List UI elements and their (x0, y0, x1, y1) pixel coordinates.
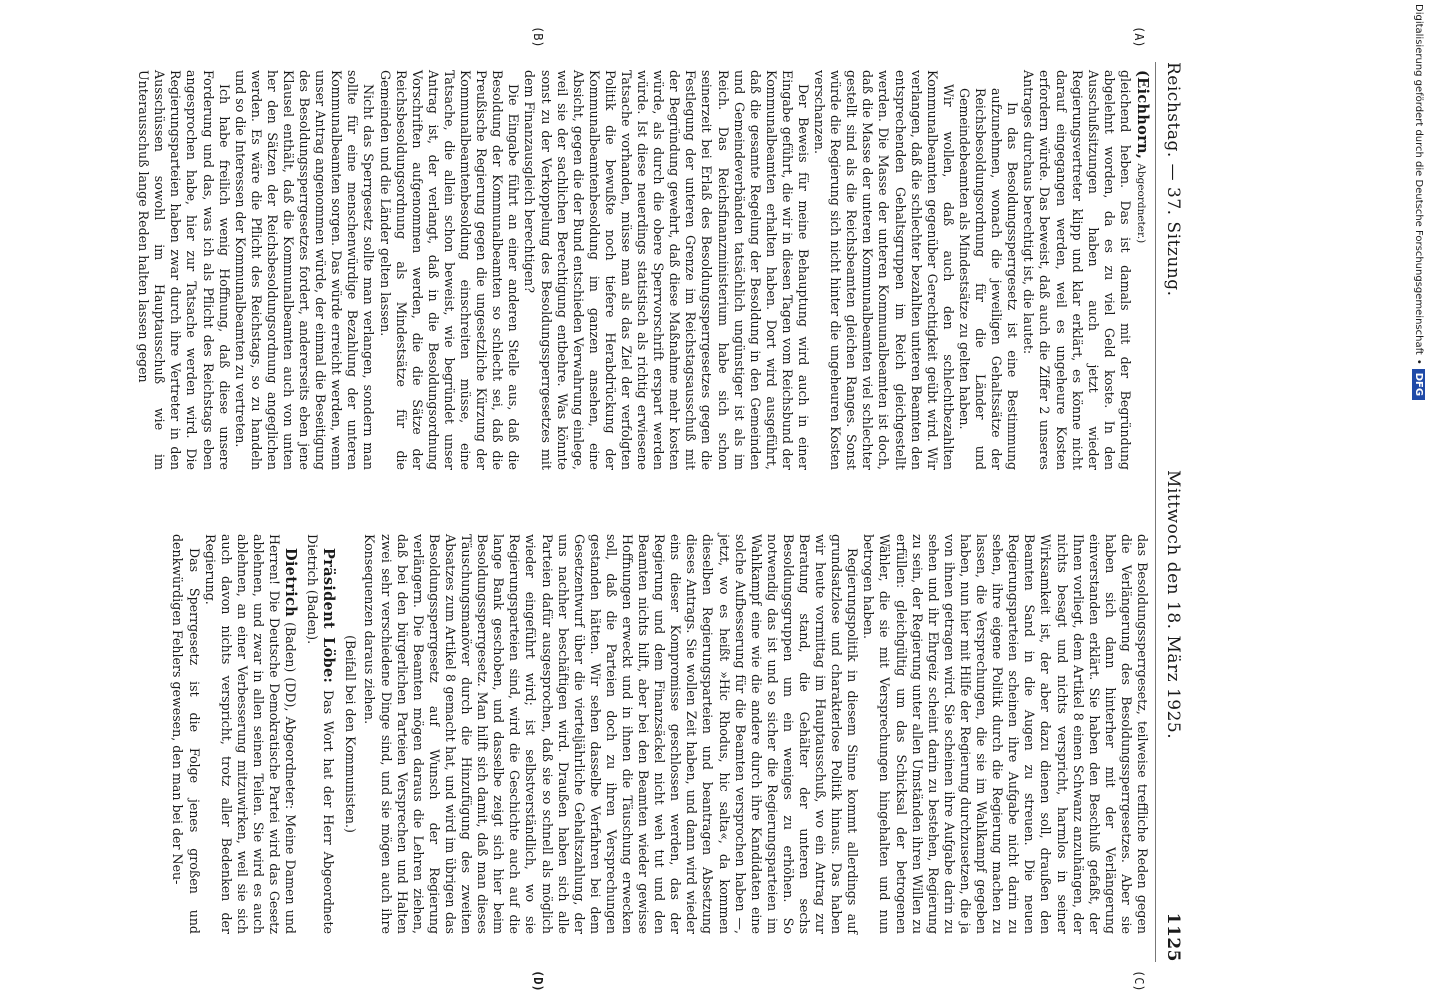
credit-separator: • (1413, 358, 1425, 365)
president-statement (304, 534, 336, 934)
applause-note: (Beifall bei den Kommunisten.) (343, 635, 359, 833)
margin-mark-c: (C) (1132, 970, 1146, 992)
dietrich-text: (Baden) (DD), Abgeordneter: Meine Damen und Herren! Die Deutsche Demokratische Partei wird das Gesetz ablehnen, und zwar in allen seinen Teilen. Sie wird es auch ablehnen, an einer Verbesserung mitzuwirken, weil sie sich auch davon nichts verspricht, trotz aller Bedenken der Regierung. (202, 534, 299, 934)
dietrich-statement (202, 534, 299, 934)
paragraph: Wir wollen, daß auch den schlechtbezahlten Kommunalbeamten gegenüber Gerechtigkeit geübt wird. Wir verlangen, daß die schlechter bezahlten unteren Beamten den entsprechenden Gehaltsgruppen im Reich gleichgestellt werden. Die Masse der unteren Kommunalbeamten ist doch, daß die Masse der unteren Kommunalbeamten viel schlechter gestellt sind als die Reichsbeamten gleichen Ranges. Sonst würde die Regierung sich nicht hinter die ungeheuren Kosten verschanzen. (812, 70, 956, 470)
right-column (169, 534, 1150, 934)
rotated-page-content (0, 26, 1190, 992)
header-left: Reichstag. — 37. Sitzung. (1163, 62, 1183, 297)
speaker-role: Abgeordneter.) (1135, 163, 1147, 244)
paragraph: Der Beweis für meine Behauptung wird auch in einer Eingabe geführt, die wir in diesen Tagen vom Reichsbund der Kommunalbeamten erhalten haben. Dort wird ausgeführt, daß die gesamte Regelung der Besoldung in den Gemeinden und Gemeindeverbänden tatsächlich ungünstiger ist als im Reich. Das Reichsfinanzministerium habe sich schon seinerzeit bei Erlaß des Besoldungssperrgesetzes gegen die Festlegung der unteren Grenze im Reichstagsausschuß mit der Begründung gewehrt, daß diese Maßnahme mehr kosten würde, als durch die obere Sperrvorschrift erspart werden würde. Ist diese neuerdings statistisch als richtig erwiesene Tatsache vorhanden, müsse man als das Ziel der verfolgten Politik die bewußte noch tiefere Herabdrückung der Kommunalbeamtenbesoldung im ganzen ansehen, eine Absicht, gegen die der Bund entschieden Verwahrung einlege, weil sie der sachlichen Berechtigung entbehre. Was könnte sonst zu der Verkoppelung des Besoldungssperrgesetzes mit dem Finanzausgleich berechtigen? (522, 70, 812, 470)
margin-mark-b: (B) (531, 26, 545, 48)
digitization-credit (1408, 4, 1430, 994)
paragraph: Ich habe freilich wenig Hoffnung, daß diese unsere Forderung und das, was ich als Pflicht des Reichstags eben angesprochen habe, hier zur Tatsache werden wird. Die Regierungsparteien haben zwar durch ihre Vertreter in den Ausschüssen sowohl im Hauptausschuß wie im Unterausschuß lange Reden halten lassen gegen (136, 70, 232, 470)
left-column (135, 70, 1150, 470)
dietrich-name: Dietrich (282, 548, 300, 617)
digitization-credit-text-wrap (1408, 4, 1430, 994)
paragraph: gleichend heben. Das ist damals mit der Begründung abgelehnt worden, da es zu viel Geld koste. In den Ausschußsitzungen haben auch jetzt wieder Regierungsvertreter klipp und klar erklärt, es könne nicht darauf eingegangen werden, weil es ungeheure Kosten erfordern würde. Das beweist, daß auch die Ziffer 2 unseres Antrages durchaus berechtigt ist, die lautet: (1021, 70, 1133, 470)
speaker-name: (Eichhorn, (1134, 70, 1151, 160)
president-text: Das Wort hat der Herr Abgeordnete Dietrich (Baden). (305, 534, 337, 934)
paragraph: Nicht das Sperrgesetz sollte man verlangen, sondern man sollte für eine menschenwürdige Bezahlung der unteren Kommunalbeamten sorgen. Das würde erreicht werden, wenn unser Antrag angenommen würde, der einmal die Beseitigung des Besoldungssperrgesetzes fordert, andererseits eben jene Klausel enthält, daß die Kommunalbeamten auch von unten her den Sätzen der Reichsbesoldungsordnung angeglichen werden. Es wäre die Pflicht des Reichstags, so zu handeln und so die Interessen der Kommunalbeamten zu vertreten. (232, 70, 377, 470)
paragraph: das Besoldungssperrgesetz, teilweise treffliche Reden gegen die Verlängerung des Besoldungssperrgesetzes. Aber sie haben sich dann hinterher mit der Verlängerung einverstanden erklärt. Sie haben den Beschluß gefaßt, der Ihnen vorliegt, dem Artikel 8 einen Schwanz anzuhängen, der nichts besagt und nichts verspricht, harmlos in seiner Wirksamkeit ist, der aber dazu dienen soll, draußen den Beamten Sand in die Augen zu streuen. Die neuen Regierungsparteien scheinen ihre Aufgabe nicht darin zu sehen, ihre eigene Politik durch die Regierung machen zu lassen, die Versprechungen, die sie im Wahlkampf gegeben haben, nun hier mit Hilfe der Regierung durchzusetzen, die ja von ihnen getragen wird. Sie scheinen ihre Aufgabe darin zu sehen und ihr Ehrgeiz scheint darin zu bestehen, Regierung zu sein, der Regierung unter allen Umständen ihren Willen zu erfüllen: gleichgültig um das Schicksal der betrogenen Wähler, die sie mit Versprechungen hingehalten und nun betrogen haben. (861, 534, 1150, 934)
margin-mark-a: (A) (1132, 26, 1146, 48)
quoted-motion: In das Besoldungssperrgesetz ist eine Bestimmung aufzunehmen, wonach die jeweiligen Gehaltssätze der Reichsbesoldungsordnung für die Länder und Gemeindebeamten als Mindestsätze zu gelten haben. (956, 88, 1021, 470)
credit-text: Digitalisierung gefördert durch die Deutsche Forschungsgemeinschaft (1413, 4, 1425, 355)
paragraph: Regierungspolitik in diesem Sinne kommt allerdings auf grundsatzlose und charakterlose Politik hinaus. Das haben wir heute vormittag im Hauptausschuß, wo ein Antrag zur Beratung stand, die Gehälter der unteren sechs Besoldungsgruppen um ein weniges zu erhöhen. So notwendig das ist und so sicher die Regierungsparteien im Wahlkampf eine wie die andere durch ihre Kandidaten eine solche Aufbesserung für die Beamten versprochen haben —, jetzt, wo es heißt »Hic Rhodus, hic salta«, da kommen dieselben Regierungsparteien und beantragen Absetzung dieses Antrags. Sie wollen Zeit haben, und dann wird wieder eins dieser Kompromisse geschlossen werden, das der Regierung und dem Finanzsäckel nicht weh tut und den Beamten nichts hilft, aber bei den Beamten wieder gewisse Hoffnungen erweckt und in ihnen die Täuschung erwecken soll, daß die Parteien doch zu ihren Versprechungen gestanden hätten. Wir sehen dasselbe Verfahren bei dem Gesetzentwurf über die vierteljährliche Gehaltszahlung, der uns nachher beschäftigen wird. Draußen haben sich alle Parteien dafür ausgesprochen, daß sie so schnell als möglich wieder eingeführt wird; ist selbstverständlich, wo sie Regierungsparteien sind, wird die Geschichte auch auf die lange Bank geschoben, und dasselbe zeigt sich hier beim Besoldungssperrgesetz. Man hilft sich damit, daß man dieses Täuschungsmanöver durch die Hinzufügung des zweiten Absatzes zum Artikel 8 gemacht hat, und wird im übrigen das Besoldungssperrgesetz auf Wunsch der Regierung verlängern. Die Beamten mögen daraus die Lehren ziehen, daß bei den bürgerlichen Parteien Versprechen und Halten zwei sehr verschiedene Dinge sind, und sie mögen auch ihre Konsequenzen daraus ziehen. (362, 534, 861, 934)
paragraph: Die Eingabe führt an einer anderen Stelle aus, daß die Besoldung der Kommunalbeamten so schlecht sei, daß die Preußische Regierung gegen die ungesetzliche Kürzung der Kommunalbeamtenbesoldung einschreiten müsse, eine Tatsache, die allein schon beweist, wie begründet unser Antrag ist, der verlangt, daß in die Besoldungsordnung Vorschriften aufgenommen werden, die die Sätze der Reichsbesoldungsordnung als Mindestsätze für die Gemeinden und die Länder gelten lassen. (377, 70, 522, 470)
paragraph: Das Sperrgesetz ist die Folge jenes großen und denkwürdigen Fehlers gewesen, den man bei der Neu- (170, 534, 202, 934)
dfg-logo-icon: DFG (1413, 369, 1426, 400)
speaker-continuation (1133, 70, 1150, 470)
page-header (1155, 62, 1190, 962)
margin-mark-d: (D) (531, 970, 545, 992)
header-center: Mittwoch den 18. März 1925. (1163, 470, 1183, 740)
president-name: Präsident Löbe: (320, 548, 338, 684)
page-number: 1125 (1163, 912, 1183, 962)
